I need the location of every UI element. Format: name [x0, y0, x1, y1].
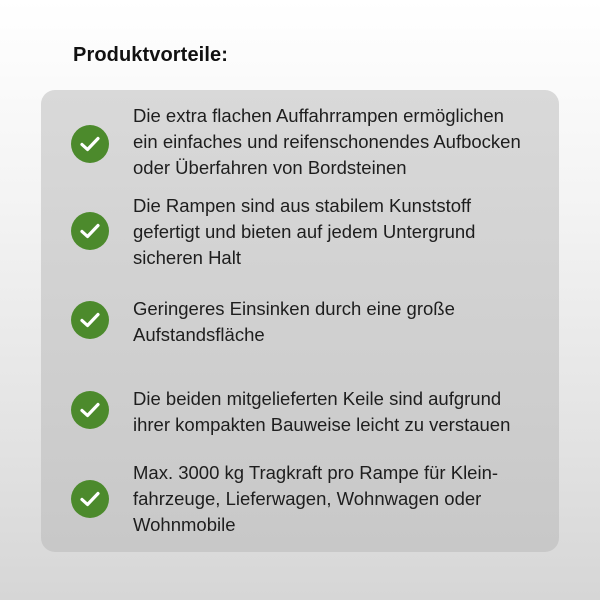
benefit-text	[133, 296, 555, 348]
check-circle-icon	[71, 125, 109, 163]
benefit-line: Die extra flachen Auffahrrampen ermöglichen	[133, 105, 504, 126]
benefit-line: Max. 3000 kg Tragkraft pro Rampe für Klein-	[133, 462, 499, 483]
benefit-line: oder Überfahren von Bordsteinen	[133, 157, 407, 178]
benefit-line: Geringeres Einsinken durch eine große	[133, 298, 455, 319]
benefit-line: gefertigt und bieten auf jedem Untergrund	[133, 221, 476, 242]
check-circle-icon	[71, 480, 109, 518]
benefit-line: Die Rampen sind aus stabilem Kunststoff	[133, 195, 471, 216]
check-circle-icon	[71, 212, 109, 250]
section-title: Produktvorteile:	[73, 44, 228, 66]
benefit-line: Aufstandsfläche	[133, 324, 265, 345]
benefit-text	[133, 193, 555, 271]
benefit-line: sicheren Halt	[133, 247, 241, 268]
benefit-text	[133, 103, 555, 181]
benefit-line: ein einfaches und reifenschonendes Aufbocken	[133, 131, 521, 152]
check-circle-icon	[71, 301, 109, 339]
benefit-line: fahrzeuge, Lieferwagen, Wohnwagen oder	[133, 488, 482, 509]
benefit-line: Die beiden mitgelieferten Keile sind aufgrund	[133, 388, 502, 409]
check-circle-icon	[71, 391, 109, 429]
benefit-text	[133, 386, 555, 438]
benefits-panel	[41, 90, 559, 552]
benefit-line: Wohnmobile	[133, 514, 236, 535]
benefit-line: ihrer kompakten Bauweise leicht zu verstauen	[133, 414, 511, 435]
benefit-text	[133, 460, 555, 538]
